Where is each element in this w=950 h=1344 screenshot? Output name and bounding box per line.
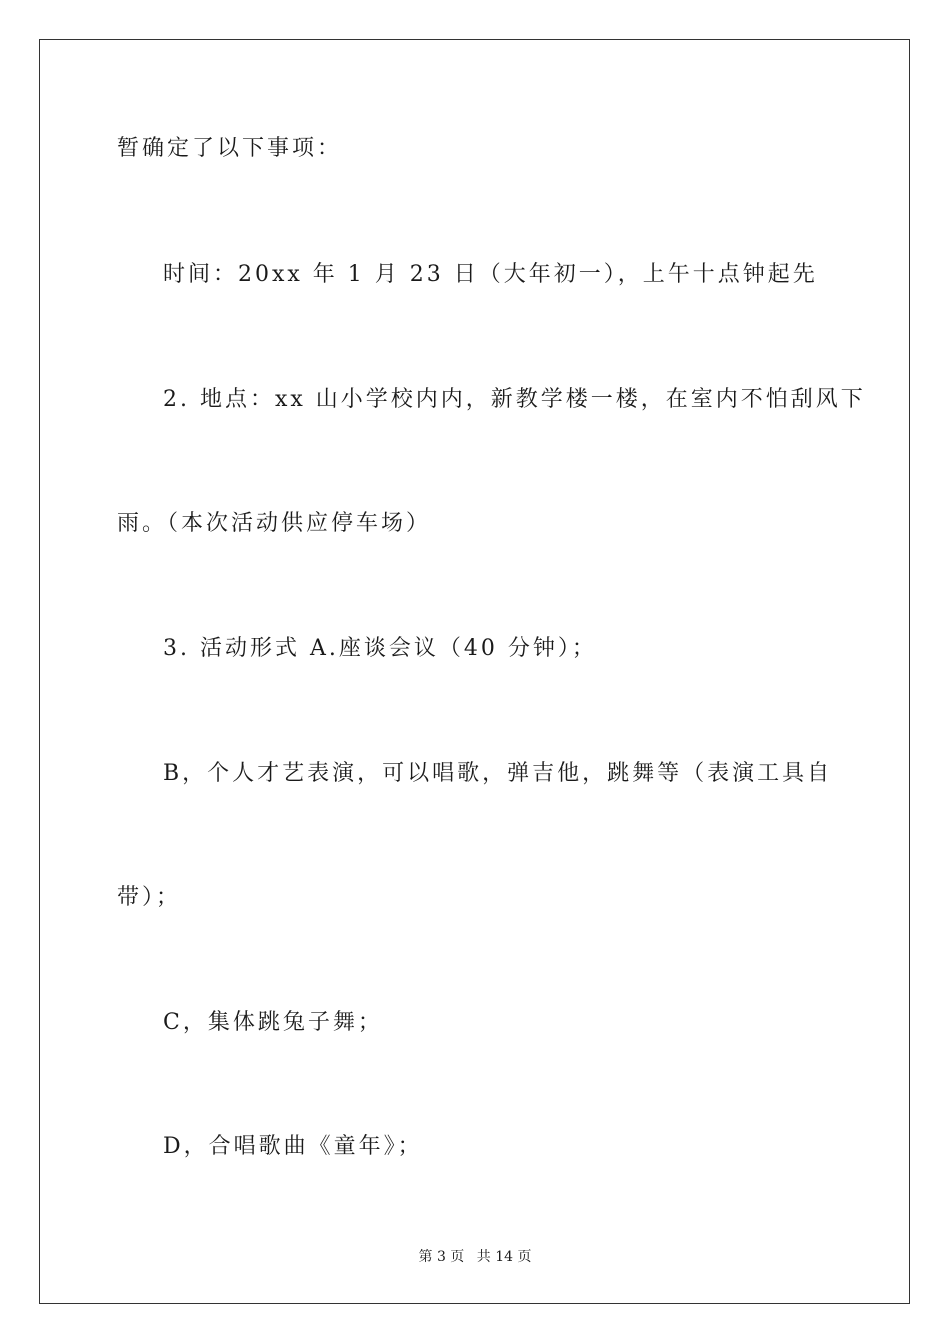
text-line-location: 2. 地点：xx 山小学校内内，新教学楼一楼，在室内不怕刮风下 [163, 387, 866, 412]
text-line-item-c: C，集体跳兔子舞； [163, 1010, 383, 1035]
text-line-activity-form: 3. 活动形式 A.座谈会议（40 分钟）； [163, 636, 597, 661]
text-line-1: 暂确定了以下事项： [117, 136, 343, 161]
page-number: 第 3 页 [418, 1249, 465, 1265]
text-line-location-cont: 雨。（本次活动供应停车场） [117, 511, 432, 536]
text-line-item-b-cont: 带）； [117, 885, 182, 910]
text-line-time: 时间：20xx 年 1 月 23 日（大年初一），上午十点钟起先 [163, 262, 818, 287]
page-border [39, 39, 910, 1304]
text-line-item-b: B，个人才艺表演，可以唱歌，弹吉他，跳舞等（表演工具自 [163, 761, 833, 786]
page-total: 共 14 页 [476, 1249, 532, 1265]
text-line-item-d: D，合唱歌曲《童年》； [163, 1134, 423, 1159]
page-footer [0, 1247, 950, 1267]
